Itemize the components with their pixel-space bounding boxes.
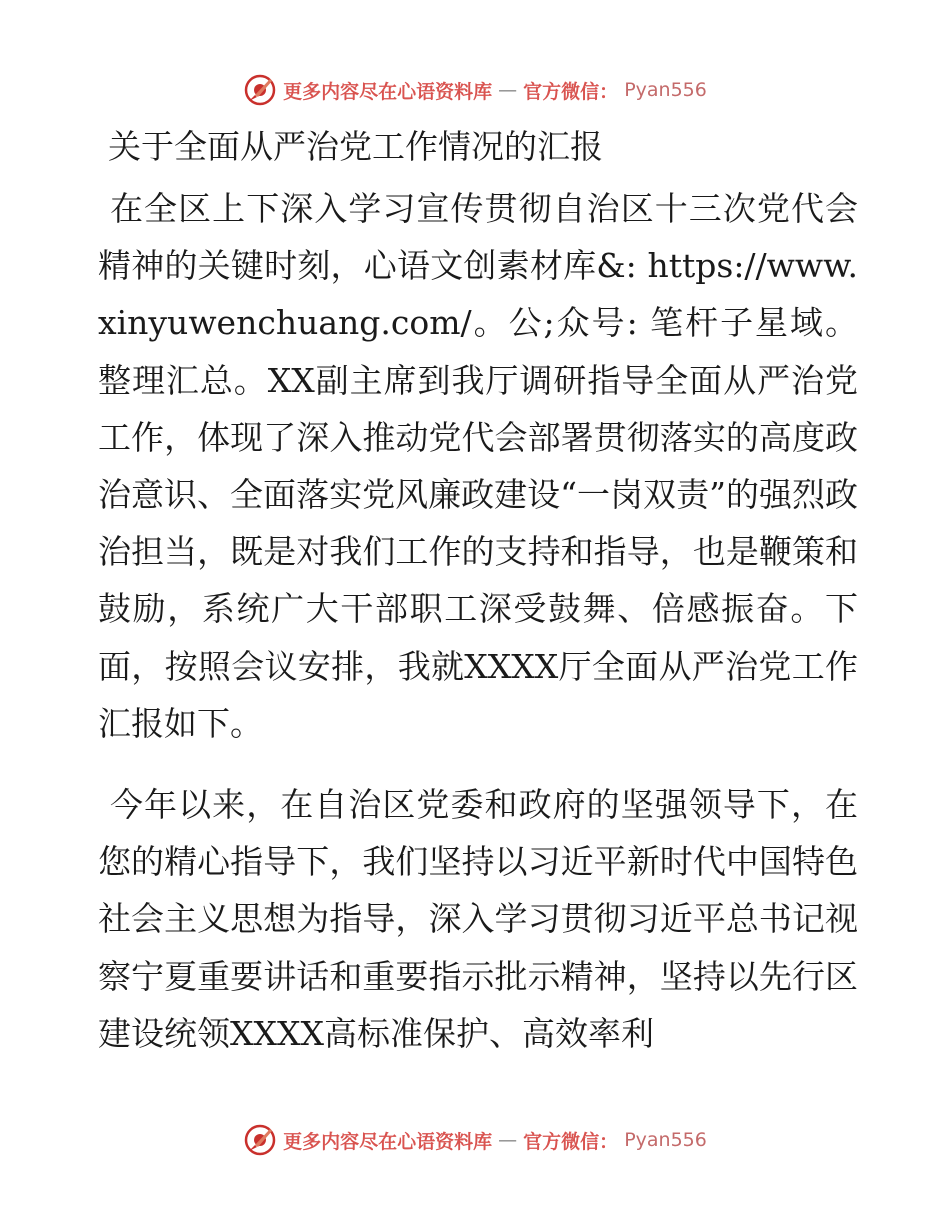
banner-main-text: 更多内容尽在心语资料库: [283, 80, 493, 103]
banner-wechat-id: Pyan556: [624, 1129, 707, 1151]
header-banner: [0, 70, 950, 110]
quill-circle-logo-icon: [243, 73, 277, 107]
paragraph: 在全区上下深入学习宣传贯彻自治区十三次党代会精神的关键时刻，心语文创素材库&: https://www.xinyuwenchuang.com/。公;众号: 笔杆子星域。整理汇总。XX副主席到我厅调研指导全面从严治党工作，体现了深入推动党代会部署贯彻落实的高度政治意识、全面落实党风廉政建设“一岗双责”的强烈政治担当，既是对我们工作的支持和指导，也是鞭策和鼓励，系统广大干部职工深受鼓舞、倍感振奋。下面，按照会议安排，我就XXXX厅全面从严治党工作汇报如下。: [98, 189, 858, 743]
document-title: 关于全面从严治党工作情况的汇报: [108, 127, 603, 166]
document-body: [98, 120, 858, 1086]
banner-wechat-id: Pyan556: [624, 79, 707, 101]
footer-banner: [0, 1120, 950, 1160]
banner-main-text: 更多内容尽在心语资料库: [283, 1130, 493, 1153]
banner-dash: —: [498, 79, 518, 101]
banner-wechat-label: 官方微信：: [523, 80, 619, 103]
banner-wechat-label: 官方微信：: [523, 1130, 619, 1153]
quill-circle-logo-icon: [243, 1123, 277, 1157]
banner-dash: —: [498, 1129, 518, 1151]
paragraph: 今年以来，在自治区党委和政府的坚强领导下，在您的精心指导下，我们坚持以习近平新时代中国特色社会主义思想为指导，深入学习贯彻习近平总书记视察宁夏重要讲话和重要指示批示精神，坚持以先行区建设统领XXXX高标准保护、高效率利: [98, 785, 858, 1053]
